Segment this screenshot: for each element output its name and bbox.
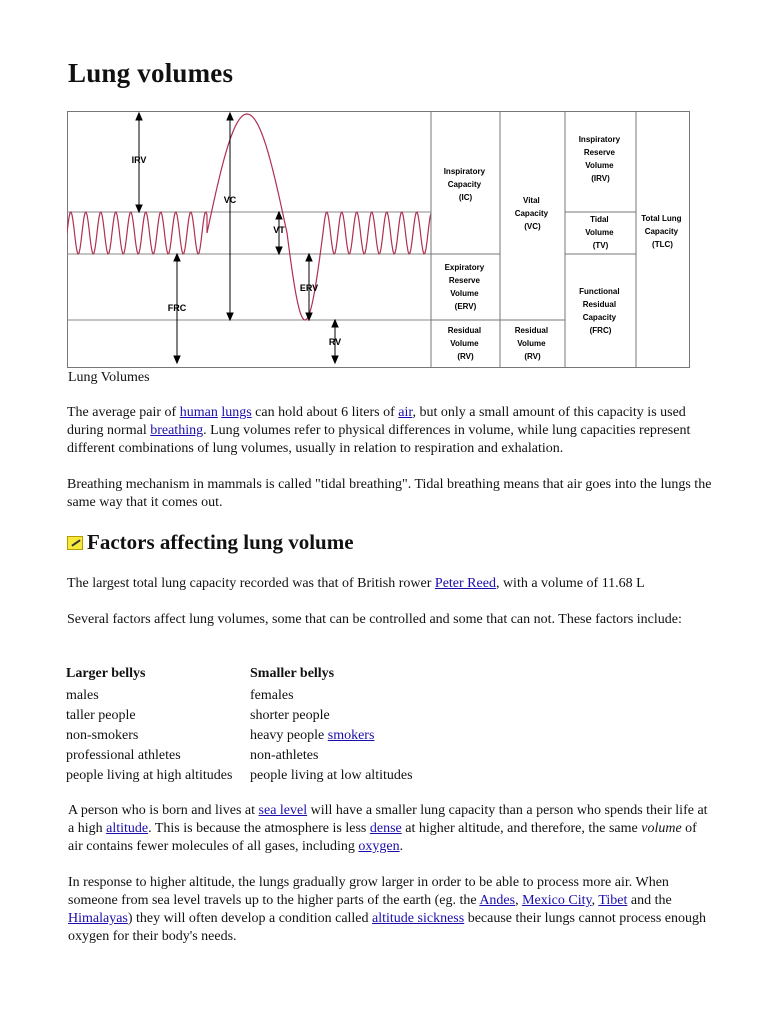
link-sea-level[interactable]: sea level <box>258 803 308 818</box>
header-smaller: Smaller bellys <box>250 666 335 681</box>
cell-frc: Functional Residual Capacity (FRC) <box>579 287 620 335</box>
label-frc: FRC <box>167 303 187 313</box>
section-heading-text: Factors affecting lung volume <box>87 530 354 554</box>
link-mexico-city[interactable]: Mexico City <box>522 893 592 908</box>
link-air[interactable]: air <box>398 405 413 420</box>
header-larger: Larger bellys <box>66 666 146 681</box>
sea-level-paragraph: A person who is born and lives at sea level will have a smaller lung capacity than a person who spends their life at a high altitude. This is because the atmosphere is less dense at higher altitude, and therefore, the same volume of air contains fewer molecules of all gases, including oxygen. <box>68 803 708 854</box>
table-row: taller people shorter people <box>66 708 330 723</box>
cell-irv: Inspiratory Reserve Volume (IRV) <box>578 135 621 183</box>
table-row: non-smokers heavy people smokers <box>66 728 375 743</box>
record-paragraph: The largest total lung capacity recorded was that of British rower Peter Reed, with a volume of 11.68 L <box>67 576 645 591</box>
lung-volumes-diagram <box>67 111 690 368</box>
link-peter-reed[interactable]: Peter Reed <box>434 576 496 591</box>
cell-vc: Vital Capacity (VC) <box>514 196 549 231</box>
factors-intro-paragraph: Several factors affect lung volumes, some that can be controlled and some that can not. These factors include: <box>67 612 682 627</box>
cell-tlc: Total Lung Capacity (TLC) <box>641 214 682 249</box>
label-vc: VC <box>223 195 237 205</box>
tidal-paragraph: Breathing mechanism in mammals is called "tidal breathing". Tidal breathing means that air goes into the lungs the same way that it comes out. <box>67 477 712 510</box>
link-lungs[interactable]: lungs <box>221 405 252 420</box>
link-altitude[interactable]: altitude <box>106 821 149 836</box>
page-title: Lung volumes <box>68 58 234 88</box>
link-breathing[interactable]: breathing <box>150 423 204 438</box>
diagram-caption: Lung Volumes <box>68 370 150 385</box>
factors-table <box>64 664 415 786</box>
label-rv: RV <box>328 337 342 347</box>
label-erv: ERV <box>299 283 319 293</box>
intro-paragraph: The average pair of human lungs can hold about 6 liters of air, but only a small amount of this capacity is used during normal breathing. Lung volumes refer to physical differences in volume, while lung capacities represent different combinations of lung volumes, usually in relation to respiration and exhalation. <box>67 405 691 456</box>
link-human[interactable]: human <box>179 405 218 420</box>
edit-icon[interactable] <box>67 536 83 550</box>
cell-erv: Expiratory Reserve Volume (ERV) <box>444 263 485 311</box>
label-vt: VT <box>273 225 285 235</box>
table-row: males females <box>66 688 294 703</box>
link-himalayas[interactable]: Himalayas <box>68 911 128 926</box>
link-altitude-sickness[interactable]: altitude sickness <box>372 911 465 926</box>
link-oxygen[interactable]: oxygen <box>358 839 400 854</box>
section-heading <box>67 530 354 555</box>
table-row: people living at high altitudes people living at low altitudes <box>66 768 413 783</box>
link-andes[interactable]: Andes <box>479 893 516 908</box>
label-irv: IRV <box>131 155 147 165</box>
cell-rv-2: Residual Volume (RV) <box>514 326 549 361</box>
altitude-paragraph: In response to higher altitude, the lungs gradually grow larger in order to be able to process more air. When someone from sea level travels up to the higher parts of the earth (eg. the Andes, Mexico City, Tibet and the Himalayas) they will often develop a condition called altitude sickness because their lungs cannot process enough oxygen for their body's needs. <box>68 875 707 944</box>
link-smokers[interactable]: smokers <box>327 728 375 743</box>
cell-tv: Tidal Volume (TV) <box>585 215 614 250</box>
cell-ic: Inspiratory Capacity (IC) <box>443 167 486 202</box>
link-dense[interactable]: dense <box>369 821 402 836</box>
cell-rv-1: Residual Volume (RV) <box>447 326 482 361</box>
link-tibet[interactable]: Tibet <box>598 893 628 908</box>
table-row: professional athletes non-athletes <box>66 748 319 763</box>
